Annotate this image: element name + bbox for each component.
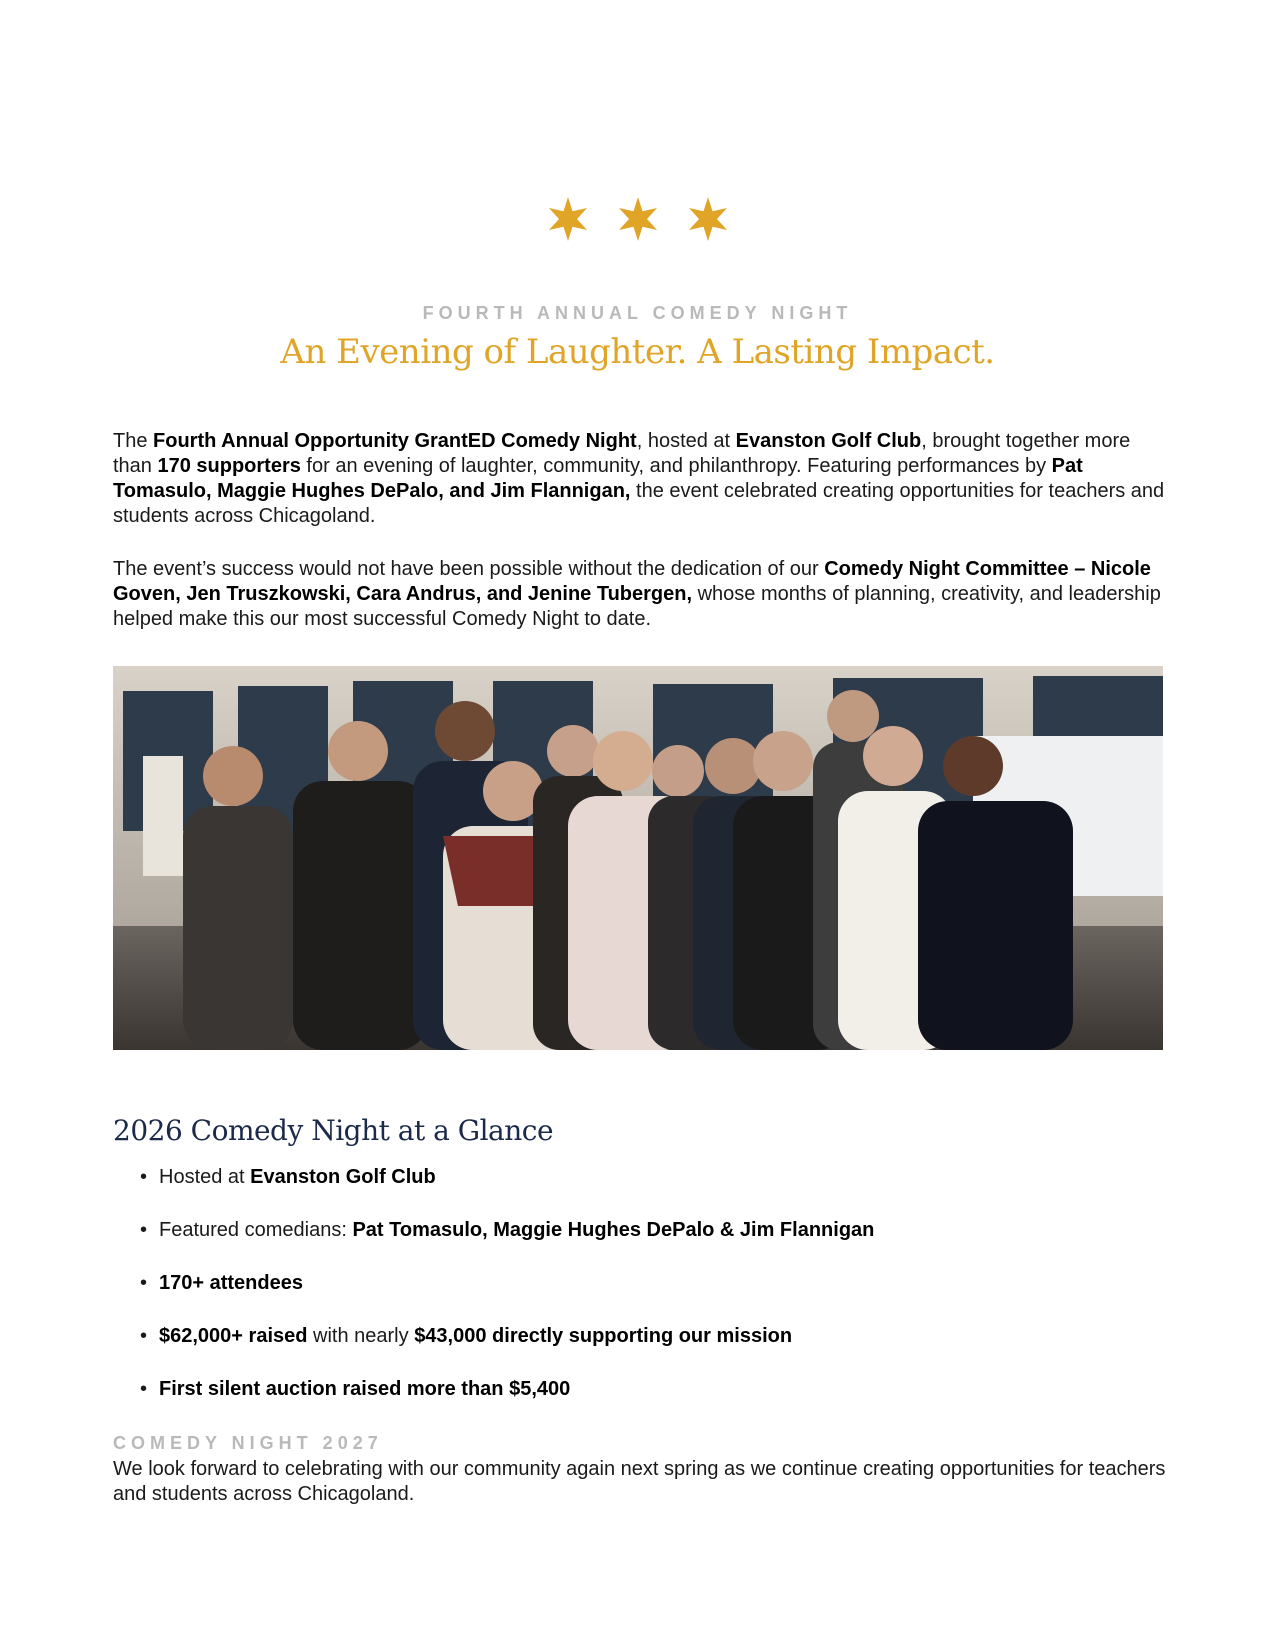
six-point-star-icon (545, 196, 591, 242)
next-year-eyebrow: COMEDY NIGHT 2027 (113, 1433, 383, 1453)
stars-row (0, 196, 1275, 242)
list-item: • Hosted at Evanston Golf Club (140, 1165, 1140, 1218)
glance-list (140, 1165, 1140, 1430)
group-photo (113, 666, 1163, 1050)
list-item: • 170+ attendees (140, 1271, 1140, 1324)
intro-paragraph: The Fourth Annual Opportunity GrantED Comedy Night, hosted at Evanston Golf Club, brought together more than 170 supporters for an evening of laughter, community, and philanthropy. Featuring performances by Pat Tomasulo, Maggie Hughes DePalo, and Jim Flannigan, the event celebrated creating opportunities for teachers and students across Chicagoland. (113, 430, 1165, 527)
event-eyebrow: FOURTH ANNUAL COMEDY NIGHT (422, 303, 853, 323)
list-item: • $62,000+ raised with nearly $43,000 directly supporting our mission (140, 1324, 1140, 1377)
list-item: • First silent auction raised more than $5,400 (140, 1377, 1140, 1430)
next-year-paragraph: We look forward to celebrating with our community again next spring as we continue creating opportunities for teachers and students across Chicagoland. (113, 1458, 1166, 1505)
glance-title: 2026 Comedy Night at a Glance (113, 1114, 554, 1147)
page-headline: An Evening of Laughter. A Lasting Impact. (280, 332, 995, 372)
list-item: • Featured comedians: Pat Tomasulo, Maggie Hughes DePalo & Jim Flannigan (140, 1218, 1140, 1271)
six-point-star-icon (615, 196, 661, 242)
six-point-star-icon (685, 196, 731, 242)
committee-paragraph: The event’s success would not have been possible without the dedication of our Comedy Night Committee – Nicole Goven, Jen Truszkowski, Cara Andrus, and Jenine Tubergen, whose months of planning, creativity, and leadership helped make this our most successful Comedy Night to date. (113, 558, 1161, 630)
